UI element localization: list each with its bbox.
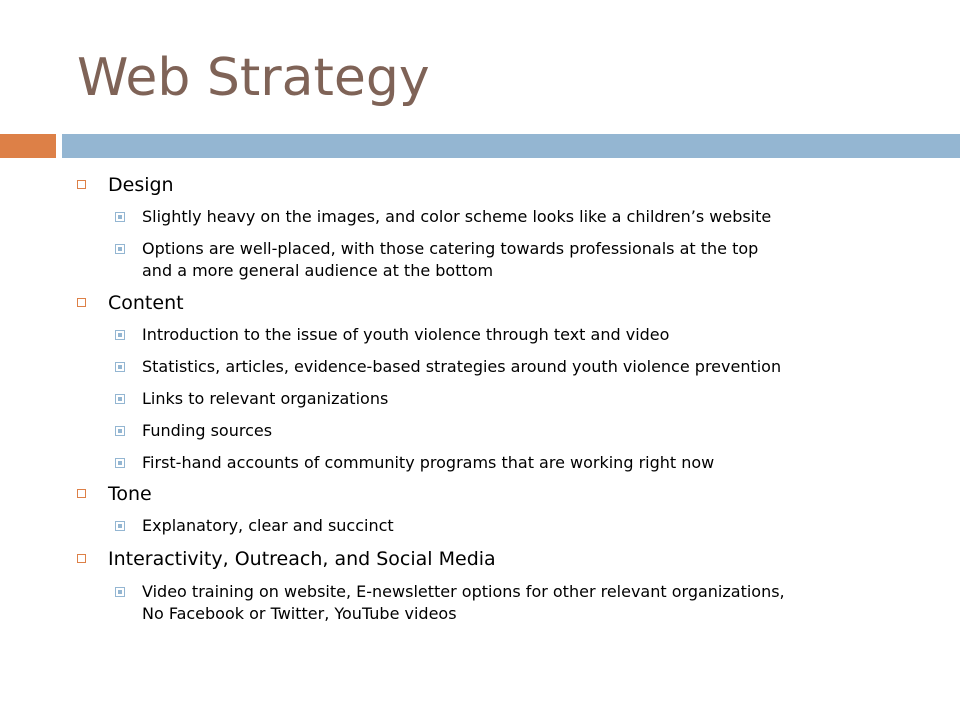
slide-title: Web Strategy [77, 48, 430, 108]
list-item-text: Video training on website, E-newsletter options for other relevant organizations, [142, 582, 785, 601]
list-item [115, 515, 394, 537]
section-heading-label: Interactivity, Outreach, and Social Media [108, 548, 496, 570]
hollow-square-bullet-icon [77, 298, 86, 307]
list-item-text: and a more general audience at the bottom [142, 261, 494, 280]
section-heading-content [77, 291, 184, 315]
section-heading-label: Design [108, 174, 174, 196]
hollow-square-bullet-icon [77, 489, 86, 498]
list-item [115, 324, 669, 346]
filled-square-bullet-icon [115, 458, 125, 468]
section-heading-tone [77, 482, 152, 506]
filled-square-bullet-icon [115, 212, 125, 222]
list-item [115, 420, 272, 442]
list-item-text: First-hand accounts of community programs that are working right now [142, 453, 715, 472]
list-item [115, 356, 781, 378]
list-item-text: Slightly heavy on the images, and color scheme looks like a children’s website [142, 207, 772, 226]
filled-square-bullet-icon [115, 426, 125, 436]
list-item-text: Statistics, articles, evidence-based strategies around youth violence prevention [142, 357, 782, 376]
filled-square-bullet-icon [115, 330, 125, 340]
hollow-square-bullet-icon [77, 180, 86, 189]
filled-square-bullet-icon [115, 521, 125, 531]
section-heading-design [77, 173, 174, 197]
section-heading-interactivity [77, 547, 496, 571]
hollow-square-bullet-icon [77, 554, 86, 563]
filled-square-bullet-icon [115, 394, 125, 404]
list-item-text: No Facebook or Twitter, YouTube videos [142, 604, 457, 623]
list-item [115, 581, 785, 625]
section-heading-label: Tone [108, 483, 152, 505]
filled-square-bullet-icon [115, 244, 125, 254]
list-item-text: Options are well-placed, with those catering towards professionals at the top [142, 239, 759, 258]
list-item [115, 452, 714, 474]
filled-square-bullet-icon [115, 587, 125, 597]
list-item-text: Explanatory, clear and succinct [142, 516, 394, 535]
filled-square-bullet-icon [115, 362, 125, 372]
section-heading-label: Content [108, 292, 184, 314]
list-item [115, 238, 758, 282]
list-item [115, 388, 388, 410]
list-item-text: Links to relevant organizations [142, 389, 389, 408]
list-item [115, 206, 771, 228]
list-item-text: Introduction to the issue of youth violence through text and video [142, 325, 670, 344]
list-item-text: Funding sources [142, 421, 273, 440]
